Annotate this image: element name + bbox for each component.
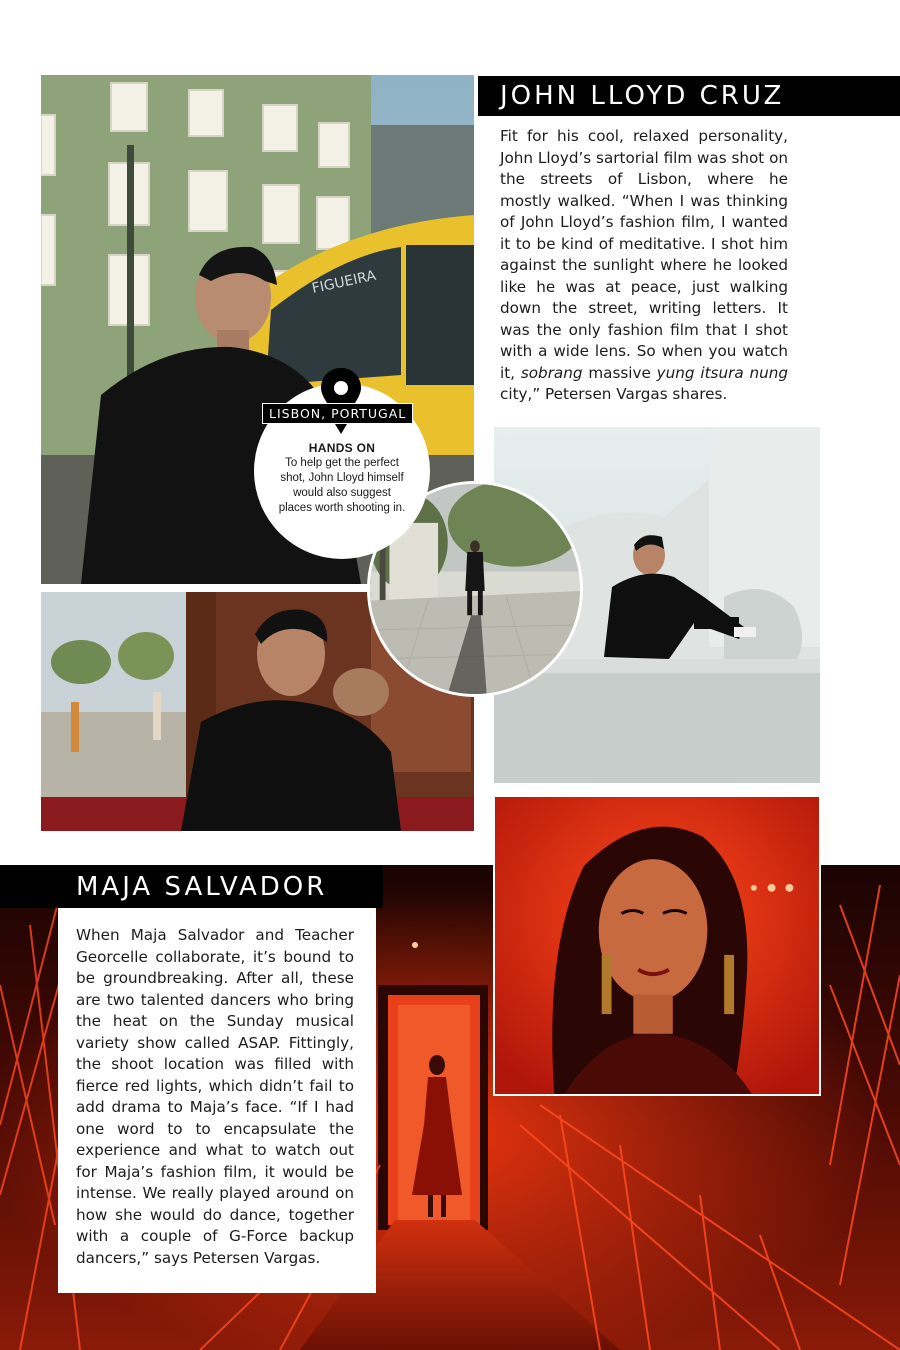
caption-body: To help get the perfect shot, John Lloyd himself would also suggest places worth shooting in. [278,457,406,514]
maja-portrait-photo [493,795,821,1096]
paragraph-italic-text: yung itsura nung [656,363,788,382]
john-lloyd-name-heading: JOHN LLOYD CRUZ [500,81,785,111]
john-lloyd-title-bar [478,76,900,116]
location-label: LISBON, PORTUGAL [262,403,413,424]
caption-title: HANDS ON [308,441,376,455]
location-pin-icon [317,366,365,436]
paragraph-italic-text: sobrang [520,363,583,382]
maja-title-bar [0,866,383,908]
john-lloyd-paragraph [500,126,788,406]
paragraph-text: massive [582,363,657,382]
svg-text:FIGUEIRA: FIGUEIRA [310,267,378,297]
paragraph-text: Fit for his cool, relaxed personality, John Lloyd’s sartorial film was shot on the streets of Lisbon, where he mostly walked. “When I was thinking of John Lloyd’s fashion film, I wanted it to be kind of meditative. I shot him against the sunlight where he looked like he was at peace, just walking down the street, writing letters. It was the only fashion film that I shot with a wide lens. So when you watch it, [500,127,788,382]
maja-name-heading: MAJA SALVADOR [76,872,328,902]
paragraph-text: city,” Petersen Vargas shares. [500,385,728,403]
maja-paragraph: When Maja Salvador and Teacher Georcelle collaborate, it’s bound to be groundbreaking. After all, these are two talented dancers who bring the heat on the Sunday musical variety show called ASAP. Fittingly, the shoot location was filled with fierce red lights, which didn’t fail to add drama to Maja’s face. “If I had one word to to encapsulate the experience and what to watch out for Maja’s fashion film, it would be intense. We really played around on how she would do dance, together with a couple of G-Force backup dancers,” says Petersen Vargas. [76,926,354,1267]
